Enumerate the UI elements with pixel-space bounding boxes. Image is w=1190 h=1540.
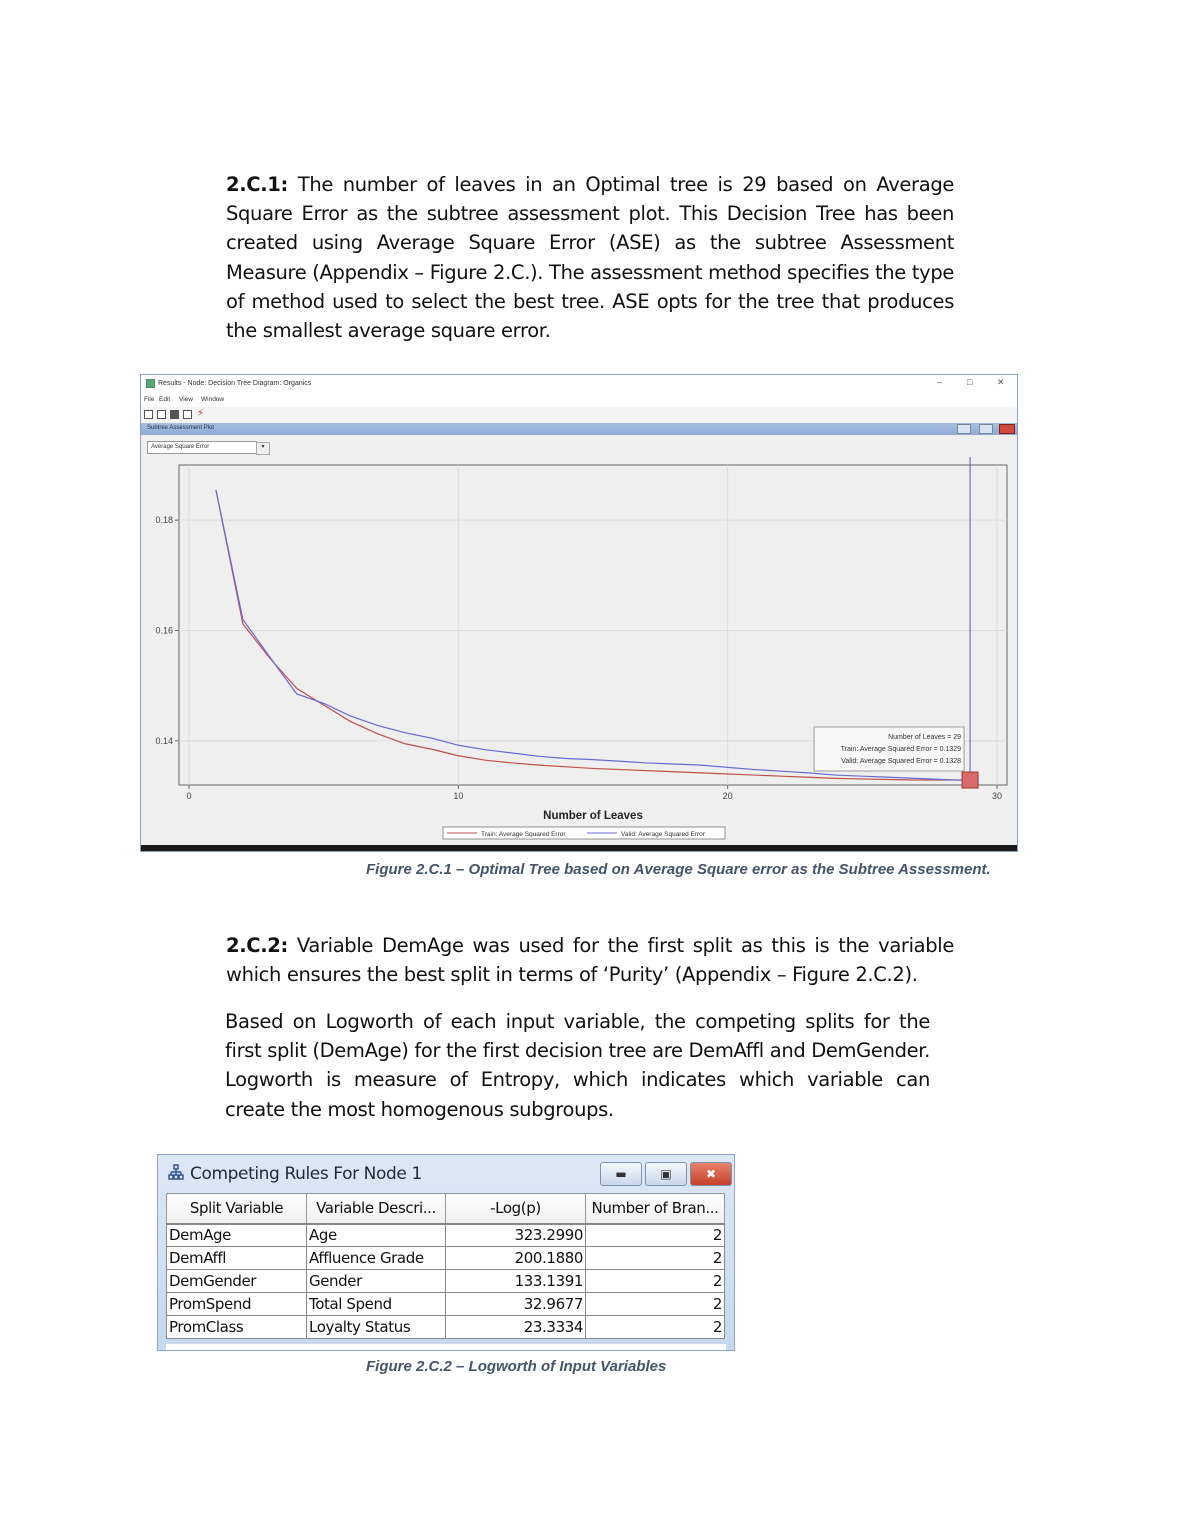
selected-point-marker [962,772,978,788]
results-window-titlebar [141,375,1017,393]
assessment-measure-value: Average Square Error [151,444,210,450]
competing-rules-title: Competing Rules For Node 1 [190,1164,422,1184]
results-toolbar [141,407,1017,423]
table-row[interactable] [167,1293,725,1316]
tooltip-text: Valid: Average Squared Error = 0.1328 [841,758,962,765]
split-variable-cell: DemAffl [167,1247,307,1270]
section-2c1-heading: 2.C.1: [226,173,288,196]
section-2c1-body: The number of leaves in an Optimal tree is 29 based on Average Square Error as the subtree assessment plot. This Decision Tree has been created using Average Square Error (ASE) as the subtree Assessment Measure (Appendix – Figure 2.C.). The assessment method specifies the type of method used to select the best tree. ASE opts for the tree that produces the smallest average square error. [226,173,954,343]
logp-cell: 200.1880 [446,1247,586,1270]
competing-rules-window [157,1154,735,1351]
menu-window[interactable]: Window [201,396,225,403]
column-header-number-of-branches[interactable]: Number of Bran... [586,1194,725,1224]
legend-label: Train: Average Squared Error [481,831,566,838]
split-variable-cell: PromClass [167,1316,307,1339]
panel-minimize-icon[interactable] [957,424,971,434]
branches-cell: 2 [586,1270,725,1293]
table-header-row [167,1194,725,1224]
tooltip-text: Number of Leaves = 29 [888,734,962,741]
section-2c2-heading: 2.C.2: [226,934,288,957]
y-tick-label: 0.16 [155,625,173,636]
logp-cell: 23.3334 [446,1316,586,1339]
variable-description-cell: Gender [307,1270,446,1293]
table-row[interactable] [167,1270,725,1293]
competing-rules-table [166,1193,725,1339]
subtree-assessment-plot [141,457,1017,847]
figure-2c1-caption: Figure 2.C.1 – Optimal Tree based on Average Square error as the Subtree Assessment. [366,861,991,878]
subtree-panel-title: Subtree Assessment Plot [147,425,215,431]
subtree-assessment-window [140,374,1018,852]
variable-description-cell: Age [307,1224,446,1247]
panel-restore-icon[interactable] [979,424,993,434]
branches-cell: 2 [586,1247,725,1270]
copy-icon[interactable] [157,410,166,419]
x-tick-label: 0 [186,791,192,801]
x-tick-label: 20 [722,791,733,801]
save-icon[interactable] [183,410,192,419]
minimize-icon[interactable]: – [937,377,943,387]
logp-cell: 133.1391 [446,1270,586,1293]
panel-close-icon[interactable] [999,424,1015,434]
results-window-icon [146,379,155,388]
print-icon[interactable] [170,410,179,419]
legend-label: Valid: Average Squared Error [621,831,705,838]
column-header-variable-description[interactable]: Variable Descri... [307,1194,446,1224]
column-header-split-variable[interactable]: Split Variable [167,1194,307,1224]
x-tick-label: 10 [453,791,464,801]
column-header-logp[interactable]: -Log(p) [446,1194,586,1224]
new-icon[interactable] [144,410,153,419]
variable-description-cell: Total Spend [307,1293,446,1316]
menu-file[interactable]: File [144,396,155,403]
figure-2c2-caption: Figure 2.C.2 – Logworth of Input Variables [366,1358,667,1375]
restore-button[interactable]: ▣ [645,1162,687,1186]
logp-cell: 32.9677 [446,1293,586,1316]
tooltip-text: Train: Average Squared Error = 0.1329 [840,746,962,753]
branches-cell: 2 [586,1293,725,1316]
logp-cell: 323.2990 [446,1224,586,1247]
table-row[interactable] [167,1316,725,1339]
y-tick-label: 0.14 [155,735,173,746]
table-empty-area [166,1344,726,1351]
variable-description-cell: Affluence Grade [307,1247,446,1270]
logworth-paragraph: Based on Logworth of each input variable, the competing splits for the first split (DemAge) for the first decision tree are DemAffl and DemGender. Logworth is measure of Entropy, which indicates which variable can create the most homogenous subgroups. [225,1010,930,1121]
x-axis-label: Number of Leaves [543,810,643,822]
menu-edit[interactable]: Edit [159,396,171,403]
lightning-icon[interactable]: ⚡ [197,408,205,419]
subtree-panel-titlebar [141,423,1017,435]
section-2c2-paragraph [226,931,954,989]
menu-view[interactable]: View [179,396,193,403]
chevron-down-icon[interactable]: ▾ [256,442,270,455]
minimize-button[interactable]: ▬ [600,1162,642,1186]
x-tick-label: 30 [991,791,1003,801]
window-bottom-edge [141,845,1017,851]
tree-icon [168,1164,184,1180]
branches-cell: 2 [586,1224,725,1247]
y-tick-label: 0.18 [155,515,173,526]
close-icon[interactable]: ✕ [997,377,1005,387]
branches-cell: 2 [586,1316,725,1339]
table-row[interactable] [167,1247,725,1270]
close-button[interactable]: ✖ [690,1162,732,1186]
split-variable-cell: DemAge [167,1224,307,1247]
table-row[interactable] [167,1224,725,1247]
section-2c1-paragraph [226,170,954,345]
variable-description-cell: Loyalty Status [307,1316,446,1339]
results-window-title: Results - Node: Decision Tree Diagram: Organics [158,380,312,387]
assessment-measure-dropdown[interactable] [147,441,265,454]
split-variable-cell: DemGender [167,1270,307,1293]
section-2c2-body: Variable DemAge was used for the first split as this is the variable which ensures the best split in terms of ‘Purity’ (Appendix – Figure 2.C.2). [226,934,954,987]
maximize-icon[interactable]: □ [967,377,973,387]
results-menubar [141,393,1017,407]
split-variable-cell: PromSpend [167,1293,307,1316]
